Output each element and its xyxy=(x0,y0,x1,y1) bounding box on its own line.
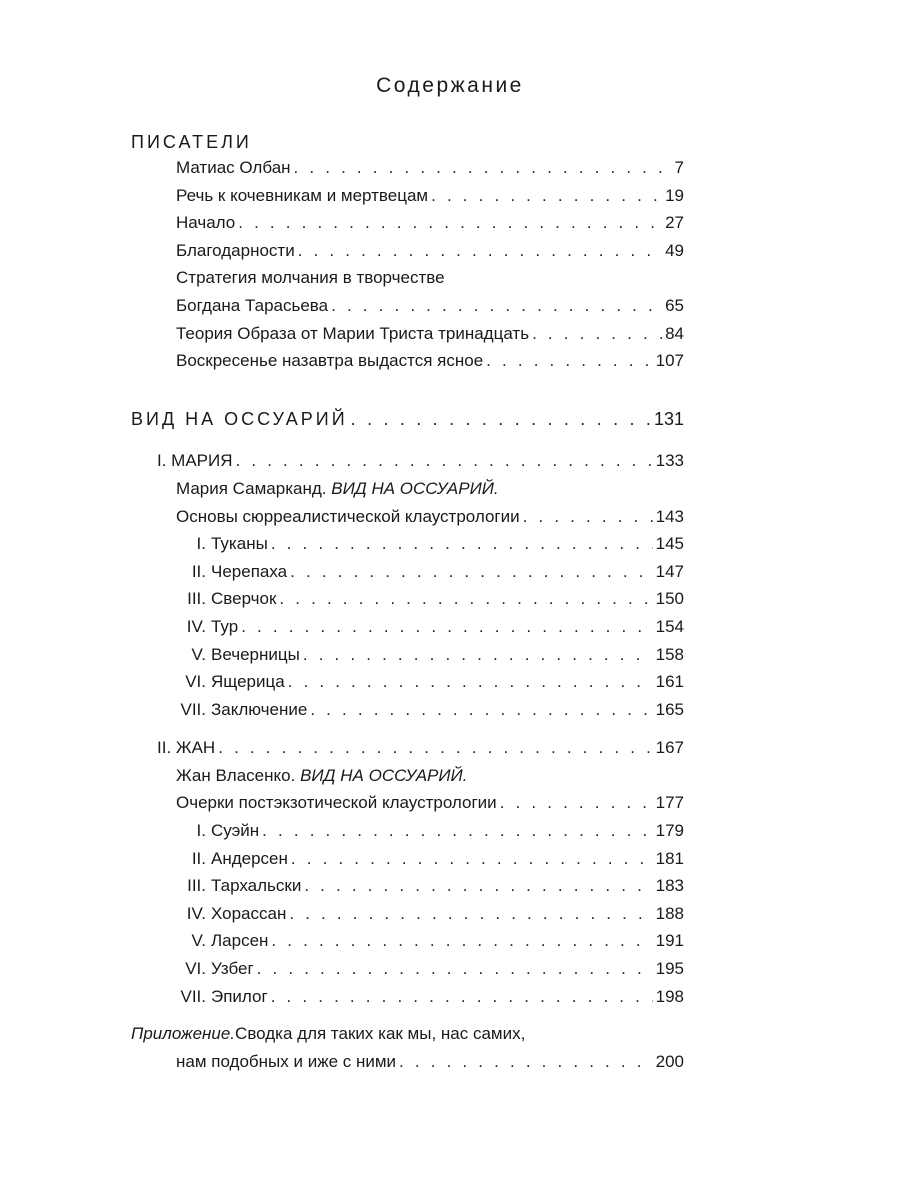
toc-row[interactable] xyxy=(131,585,684,613)
page-number: 19 xyxy=(665,185,684,205)
dot-leader xyxy=(331,292,662,320)
page-number: 143 xyxy=(655,506,684,526)
dot-leader xyxy=(257,955,653,983)
toc-row[interactable] xyxy=(131,983,684,1011)
toc-row[interactable] xyxy=(131,406,684,434)
toc-entry-title: Основы сюрреалистической клаустрологии xyxy=(176,506,520,526)
dot-leader xyxy=(271,530,653,558)
page-number: 150 xyxy=(655,589,684,609)
dot-leader xyxy=(241,613,652,641)
toc-entry-title: Начало xyxy=(176,213,236,233)
dot-leader xyxy=(271,983,653,1011)
dot-leader xyxy=(298,237,662,265)
toc-entry-title: Суэйн xyxy=(211,821,260,841)
roman-numeral: II. xyxy=(191,561,206,581)
page-number: 7 xyxy=(674,158,684,177)
toc-row[interactable] xyxy=(131,209,684,237)
dot-leader xyxy=(288,668,653,696)
toc-row[interactable] xyxy=(131,182,684,210)
appendix-prefix: Приложение. xyxy=(131,1024,236,1044)
roman-numeral: VII. xyxy=(180,699,206,719)
page-title: Содержание xyxy=(376,74,524,97)
toc-row[interactable] xyxy=(131,872,684,900)
toc-entry-title: Ящерица xyxy=(211,672,285,692)
toc-row[interactable] xyxy=(131,789,684,817)
toc-row[interactable] xyxy=(131,762,684,790)
toc-row[interactable] xyxy=(131,641,684,669)
dot-leader xyxy=(279,585,652,613)
toc-row[interactable] xyxy=(131,447,684,475)
toc-row[interactable] xyxy=(131,668,684,696)
page-number: 154 xyxy=(655,616,684,636)
dot-leader xyxy=(399,1048,653,1076)
roman-numeral: III. xyxy=(187,589,206,609)
dot-leader xyxy=(236,447,653,475)
dot-leader xyxy=(523,503,653,531)
page-number: 167 xyxy=(655,738,684,758)
toc-row[interactable] xyxy=(131,237,684,265)
page-number: 147 xyxy=(655,561,684,581)
page-number: 198 xyxy=(655,986,684,1006)
toc-entry-title: Благодарности xyxy=(176,240,295,260)
page-number: 107 xyxy=(655,351,684,371)
toc-entry-title: ВИД НА ОССУАРИЙ xyxy=(131,408,348,429)
dot-leader xyxy=(431,182,662,210)
page-number: 200 xyxy=(655,1051,684,1071)
page-number: 84 xyxy=(665,323,684,343)
toc-entry-title: Очерки постэкзотической клаустрологии xyxy=(176,793,497,813)
page-number: 191 xyxy=(655,931,684,951)
toc-entry-title: Черепаха xyxy=(211,561,288,581)
roman-numeral: II. xyxy=(191,848,206,868)
toc-row[interactable] xyxy=(131,131,684,154)
dot-leader xyxy=(303,641,653,669)
toc-entry-title: Тур xyxy=(211,616,239,636)
roman-numeral: VI. xyxy=(185,672,206,692)
page-number: 145 xyxy=(655,534,684,554)
page-number: 181 xyxy=(655,848,684,868)
dot-leader xyxy=(262,817,652,845)
page-number: 195 xyxy=(655,959,684,979)
toc-row[interactable] xyxy=(131,1048,684,1076)
toc-row[interactable] xyxy=(131,320,684,348)
page-number: 188 xyxy=(655,903,684,923)
toc-entry-title: II. ЖАН xyxy=(157,738,216,758)
toc-entry-italic: ВИД НА ОССУАРИЙ. xyxy=(331,478,499,498)
toc-row[interactable] xyxy=(131,955,684,983)
toc-entry-title: Туканы xyxy=(211,534,268,554)
page-number: 27 xyxy=(665,213,684,233)
dot-leader xyxy=(486,347,652,375)
toc-entry-title: Ларсен xyxy=(211,931,269,951)
page-number: 179 xyxy=(655,821,684,841)
roman-numeral: I. xyxy=(196,821,206,841)
toc-entry-title: Теория Образа от Марии Триста тринадцать xyxy=(176,323,530,343)
roman-numeral: IV. xyxy=(186,903,206,923)
toc-entry-title: Андерсен xyxy=(211,848,288,868)
toc-entry-title: Матиас Олбан xyxy=(176,158,291,177)
dot-leader xyxy=(351,406,651,434)
toc-entry-title: I. МАРИЯ xyxy=(157,451,233,471)
dot-leader xyxy=(532,320,662,348)
toc-row[interactable] xyxy=(131,347,684,375)
toc-row[interactable] xyxy=(131,734,684,762)
dot-leader xyxy=(290,558,653,586)
dot-leader xyxy=(271,927,652,955)
toc-row[interactable] xyxy=(131,503,684,531)
toc-entry-title: Богдана Тарасьева xyxy=(176,295,329,315)
roman-numeral: V. xyxy=(191,644,206,664)
toc-entry-title: Узбег xyxy=(211,959,254,979)
page-number: 183 xyxy=(655,876,684,896)
page-number: 133 xyxy=(655,451,684,471)
roman-numeral: V. xyxy=(191,931,206,951)
toc-entry-title: Сверчок xyxy=(211,589,277,609)
table-of-contents xyxy=(131,131,684,1075)
page-number: 165 xyxy=(655,699,684,719)
toc-row[interactable] xyxy=(131,475,684,503)
toc-row[interactable] xyxy=(131,613,684,641)
toc-row[interactable] xyxy=(131,530,684,558)
toc-entry-title: Стратегия молчания в творчестве xyxy=(176,268,445,288)
dot-leader xyxy=(500,789,653,817)
toc-entry-italic: ВИД НА ОССУАРИЙ. xyxy=(300,765,468,785)
page-number: 65 xyxy=(665,295,684,315)
toc-row[interactable] xyxy=(131,900,684,928)
page-number: 131 xyxy=(653,408,684,429)
dot-leader xyxy=(310,696,652,724)
page-number: 158 xyxy=(655,644,684,664)
toc-entry-title: Эпилог xyxy=(211,986,268,1006)
toc-entry-title: Мария Самарканд. xyxy=(176,478,327,498)
toc-row[interactable] xyxy=(131,558,684,586)
toc-entry-title: нам подобных и иже с ними xyxy=(176,1051,397,1071)
toc-entry-title: ПИСАТЕЛИ xyxy=(131,132,252,152)
roman-numeral: VII. xyxy=(180,986,206,1006)
toc-entry-title: Воскресенье назавтра выдастся ясное xyxy=(176,351,484,371)
toc-row[interactable] xyxy=(131,264,684,292)
dot-leader xyxy=(218,734,652,762)
dot-leader xyxy=(238,209,662,237)
toc-row[interactable] xyxy=(131,292,684,320)
toc-row[interactable] xyxy=(131,696,684,724)
page-number: 161 xyxy=(655,672,684,692)
dot-leader xyxy=(289,900,652,928)
toc-row[interactable] xyxy=(131,845,684,873)
toc-entry-title: Тархальски xyxy=(211,876,302,896)
page-number: 49 xyxy=(665,240,684,260)
dot-leader xyxy=(291,845,653,873)
toc-row[interactable] xyxy=(131,927,684,955)
dot-leader xyxy=(304,872,652,900)
toc-row[interactable] xyxy=(131,1020,684,1048)
toc-entry-title: Заключение xyxy=(211,699,308,719)
dot-leader xyxy=(294,154,672,182)
roman-numeral: III. xyxy=(187,876,206,896)
roman-numeral: VI. xyxy=(185,959,206,979)
toc-entry-title: Сводка для таких как мы, нас самих, xyxy=(235,1024,526,1044)
toc-entry-title: Речь к кочевникам и мертвецам xyxy=(176,185,429,205)
toc-entry-title: Хорассан xyxy=(211,903,287,923)
page-number: 177 xyxy=(655,793,684,813)
toc-row[interactable] xyxy=(131,817,684,845)
toc-row[interactable] xyxy=(131,154,684,182)
toc-entry-title: Жан Власенко. xyxy=(176,765,296,785)
roman-numeral: IV. xyxy=(186,616,206,636)
roman-numeral: I. xyxy=(196,534,206,554)
toc-entry-title: Вечерницы xyxy=(211,644,300,664)
